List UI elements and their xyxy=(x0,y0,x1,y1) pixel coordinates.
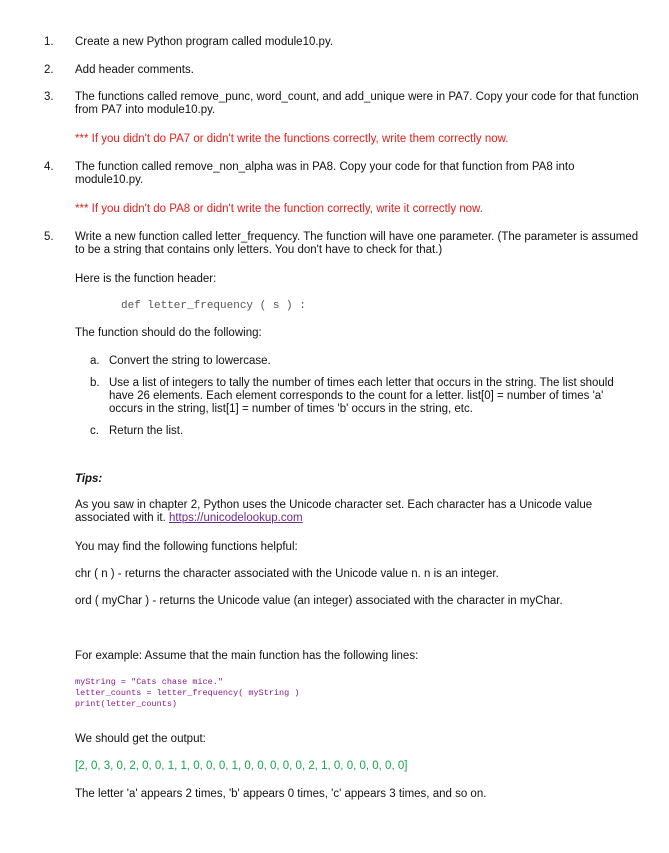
substep-letter: a. xyxy=(90,355,100,367)
should-intro: The function should do the following: xyxy=(75,327,262,339)
step-text: The functions called remove_punc, word_count, and add_unique were in PA7. Copy your code for that function from PA7 into module10.py. xyxy=(75,91,639,116)
code-line: print(letter_counts) xyxy=(75,699,178,709)
substep-text: Return the list. xyxy=(109,425,184,437)
step-text: Create a new Python program called module10.py. xyxy=(75,36,334,48)
step-note: *** If you didn't do PA8 or didn't write the function correctly, write it correctly now. xyxy=(75,203,483,215)
closing-text: The letter 'a' appears 2 times, 'b' appears 0 times, 'c' appears 3 times, and so on. xyxy=(75,788,487,800)
step-number: 3. xyxy=(44,91,54,103)
step-number: 5. xyxy=(44,231,54,243)
unicode-lookup-link[interactable]: https://unicodelookup.com xyxy=(168,512,303,524)
tips-text: As you saw in chapter 2, Python uses the Unicode character set. Each character has a Unicode value associated with it. xyxy=(75,499,593,524)
code-line: myString = "Cats chase mice." xyxy=(75,677,223,687)
tips-heading: Tips: xyxy=(75,473,103,485)
step-number: 4. xyxy=(44,161,54,173)
code-line: letter_counts = letter_frequency( myString ) xyxy=(75,688,300,698)
output-intro: We should get the output: xyxy=(75,733,206,745)
step-number: 2. xyxy=(44,64,54,76)
substep-text: Use a list of integers to tally the number of times each letter that occurs in the string. The list should have 26 elements. Each element corresponds to the count for a letter. list[0] = number of times 'a' occurs in the string, list[1] = number of times 'b' occurs in the string, etc. xyxy=(109,377,614,415)
tips-paragraph xyxy=(75,499,640,525)
step-note: *** If you didn't do PA7 or didn't write the functions correctly, write them correctly now. xyxy=(75,133,509,145)
step-number: 1. xyxy=(44,36,54,48)
step-text: Write a new function called letter_frequency. The function will have one parameter. (The parameter is assumed to be a string that contains only letters. You don't have to check for that.) xyxy=(75,231,639,256)
step-text: Add header comments. xyxy=(75,64,194,76)
substep-letter: c. xyxy=(90,425,99,437)
function-header-intro: Here is the function header: xyxy=(75,273,217,285)
substep-text: Convert the string to lowercase. xyxy=(109,355,271,367)
example-intro: For example: Assume that the main function has the following lines: xyxy=(75,650,419,662)
function-header-code: def letter_frequency ( s ) : xyxy=(121,300,306,312)
ord-description: ord ( myChar ) - returns the Unicode value (an integer) associated with the character in myChar. xyxy=(75,595,563,607)
output-value: [2, 0, 3, 0, 2, 0, 0, 1, 1, 0, 0, 0, 1, 0, 0, 0, 0, 0, 2, 1, 0, 0, 0, 0, 0, 0] xyxy=(75,760,408,772)
helpful-intro: You may find the following functions helpful: xyxy=(75,541,298,553)
chr-description: chr ( n ) - returns the character associated with the Unicode value n. n is an integer. xyxy=(75,568,499,580)
step-text: The function called remove_non_alpha was in PA8. Copy your code for that function from PA8 into module10.py. xyxy=(75,161,575,186)
substep-letter: b. xyxy=(90,377,100,389)
